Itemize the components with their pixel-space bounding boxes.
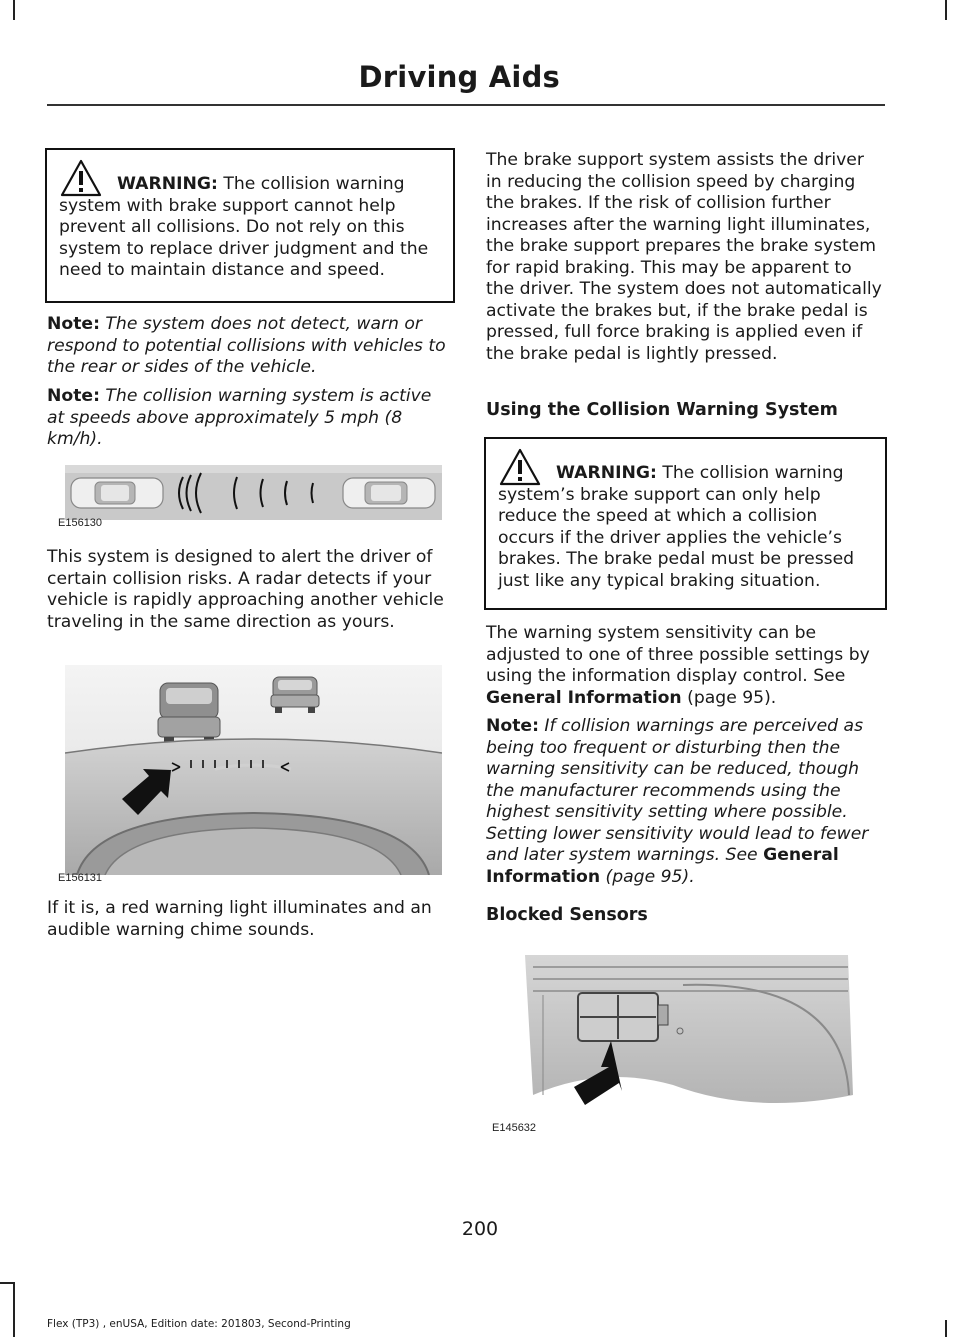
section-heading-blocked-sensors: Blocked Sensors (486, 905, 648, 925)
rear-car-icon (71, 478, 163, 508)
front-car-icon (343, 478, 435, 508)
page-reference: (page 95). (605, 866, 695, 887)
crop-mark-top-right-v (945, 0, 947, 20)
note-body: The collision warning system is active at speeds above approximately 5 mph (8 km/h). (47, 386, 432, 449)
radar-waves-illustration (65, 465, 442, 520)
crop-mark-bottom-left-v (13, 1283, 15, 1337)
page-reference: (page 95). (687, 687, 777, 708)
note-label: Note: (486, 716, 539, 736)
page-number: 200 (461, 1218, 499, 1240)
body-paragraph-sensitivity (486, 623, 884, 709)
body-paragraph-brake-support: The brake support system assists the driver in reducing the collision speed by charging the brakes. If the risk of collision further increases after the warning light illuminates, the brake support prepares the brake system for rapid braking. This may be apparent to the driver. The system does not automatically activate the brakes but, if the brake pedal is pressed, full force braking is applied even if the brake pedal is lightly pressed. (486, 150, 882, 364)
crop-mark-bottom-left-h (0, 1282, 15, 1284)
note-label: Note: (47, 314, 100, 334)
warning-triangle-icon (498, 447, 542, 487)
cross-reference-link[interactable]: General Information (486, 845, 839, 887)
warning-label: WARNING: (556, 463, 657, 483)
warning-box-collision (45, 148, 455, 303)
page-title: Driving Aids (358, 60, 560, 94)
body-paragraph-warning-light: If it is, a red warning light illuminates and an audible warning chime sounds. (47, 898, 432, 940)
lead-vehicle-icon (158, 683, 220, 747)
header-divider (47, 104, 885, 106)
warning-text (498, 463, 873, 592)
warning-label: WARNING: (117, 174, 218, 194)
blocked-sensor-illustration (503, 955, 853, 1120)
edition-footer: Flex (TP3) , enUSA, Edition date: 201803, Second-Printing (47, 1318, 351, 1330)
note-sensitivity (486, 716, 884, 888)
crop-mark-top-left-v (13, 0, 15, 20)
note-rear-sides (47, 314, 452, 379)
warning-body: The collision warning system’s brake support can only help reduce the speed at which a collision occurs if the driver applies the vehicle’s brakes. The brake pedal must be pressed just like any typical braking situation. (498, 463, 855, 591)
figure-code: E156130 (58, 517, 103, 529)
note-body: If collision warnings are perceived as being too frequent or disturbing then the warning sensitivity can be reduced, though the manufacturer recommends using the highest sensitivity setting where possible. Setting lower sensitivity would lead to fewer and later system warnings. See (486, 716, 869, 865)
note-body: The system does not detect, warn or respond to potential collisions with vehicles to the rear or sides of the vehicle. (47, 314, 446, 377)
warning-body: The collision warning system with brake support cannot help prevent all collisions. Do not rely on this system to replace driver judgment and the need to maintain distance and speed. (59, 174, 429, 280)
sensitivity-text: The warning system sensitivity can be adjusted to one of three possible settings by using the information display control. See (486, 623, 870, 686)
note-active-speed (47, 386, 452, 451)
section-heading-using-system: Using the Collision Warning System (486, 400, 838, 420)
warning-text (59, 174, 441, 282)
dashboard-warning-light-illustration (65, 665, 442, 875)
note-label: Note: (47, 386, 100, 406)
warning-box-brake-support (484, 437, 887, 610)
figure-code: E156131 (58, 872, 103, 884)
crop-mark-bottom-right-v (945, 1320, 947, 1337)
body-paragraph-radar: This system is designed to alert the driver of certain collision risks. A radar detects if your vehicle is rapidly approaching another vehicle traveling in the same direction as yours. (47, 547, 444, 632)
cross-reference-link[interactable]: General Information (486, 687, 682, 708)
figure-code: E145632 (492, 1122, 537, 1134)
warning-triangle-icon (59, 158, 103, 198)
